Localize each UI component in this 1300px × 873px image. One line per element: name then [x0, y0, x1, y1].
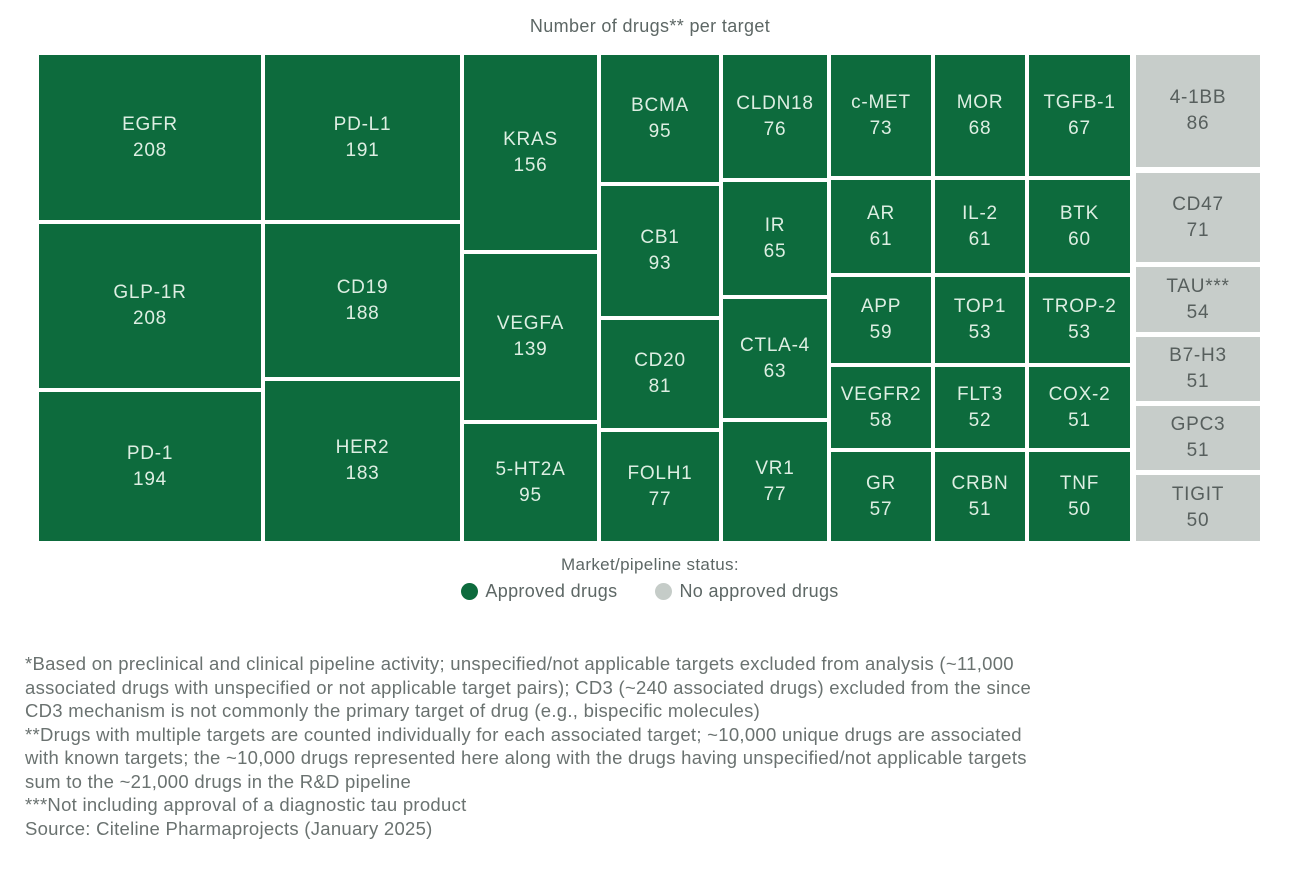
cell-target-label: CD19	[336, 276, 389, 298]
cell-target-label: CRBN	[951, 472, 1009, 494]
cell-target-label: GPC3	[1170, 414, 1226, 435]
treemap-cell-b7h3	[1136, 337, 1260, 401]
treemap-cell-41bb	[1136, 55, 1260, 167]
cell-value: 54	[1186, 301, 1210, 323]
cell-value: 53	[1068, 322, 1091, 343]
treemap-cell-app	[831, 277, 931, 363]
treemap-cell-vr1	[723, 422, 827, 541]
cell-target-label: COX-2	[1048, 383, 1111, 405]
cell-value: 59	[869, 322, 893, 343]
cell-target-label: PD-L1	[333, 113, 392, 135]
treemap-cell-vegfa	[464, 254, 597, 420]
cell-value: 68	[968, 117, 992, 139]
cell-target-label: GLP-1R	[113, 282, 187, 303]
footnote-line: sum to the ~21,000 drugs in the R&D pipeline	[25, 770, 412, 792]
cell-target-label: EGFR	[122, 113, 178, 135]
cell-value: 53	[968, 322, 992, 343]
cell-target-label: CTLA-4	[739, 334, 811, 356]
treemap-cell-cd20	[601, 320, 719, 428]
cell-value: 52	[968, 409, 992, 431]
treemap-cell-tau	[1136, 267, 1260, 332]
cell-value: 58	[869, 409, 893, 431]
treemap-cell-5ht2a	[464, 424, 597, 541]
treemap-cell-ctla4	[723, 299, 827, 418]
treemap-cell-tgfb1	[1029, 55, 1130, 176]
cell-value: 95	[648, 120, 672, 142]
cell-value: 76	[763, 118, 787, 140]
treemap-cell-pdl1	[265, 55, 460, 220]
treemap-cell-top1	[935, 277, 1025, 363]
treemap-cell-ir	[723, 182, 827, 295]
cell-target-label: FOLH1	[627, 462, 693, 484]
cell-target-label: KRAS	[503, 128, 558, 150]
treemap-cell-egfr	[39, 55, 261, 220]
cell-value: 51	[1186, 371, 1210, 392]
cell-value: 77	[648, 488, 672, 510]
cell-target-label: GR	[865, 472, 897, 494]
cell-target-label: TROP-2	[1042, 296, 1117, 317]
cell-target-label: TNF	[1059, 472, 1100, 494]
no-approved-drugs-dot-icon	[655, 583, 672, 600]
treemap-cell-cldn18	[723, 55, 827, 178]
treemap-cell-mor	[935, 55, 1025, 176]
approved-drugs-dot-icon	[461, 583, 478, 600]
treemap-cell-bcma	[601, 55, 719, 182]
treemap-cell-gpc3	[1136, 406, 1260, 470]
cell-target-label: TOP1	[953, 296, 1007, 317]
footnote-line: CD3 mechanism is not commonly the primary target of drug (e.g., bispecific molecules)	[25, 700, 761, 721]
cell-value: 191	[345, 139, 380, 161]
footnote-line: ***Not including approval of a diagnostic tau product	[25, 794, 467, 815]
cell-target-label: VEGFR2	[840, 383, 922, 405]
cell-value: 208	[133, 308, 167, 329]
cell-target-label: HER2	[335, 437, 390, 458]
cell-target-label: APP	[860, 296, 902, 317]
cell-value: 60	[1068, 228, 1091, 250]
footnote-line: associated drugs with unspecified or not applicable target pairs); CD3 (~240 associated drugs) excluded from the since	[25, 676, 1032, 698]
treemap-cell-flt3	[935, 367, 1025, 448]
treemap-cell-cmet	[831, 55, 931, 176]
treemap-chart	[39, 55, 1260, 541]
cell-value: 51	[1068, 409, 1091, 431]
cell-value: 73	[869, 117, 893, 139]
cell-target-label: B7-H3	[1169, 345, 1227, 366]
treemap-cell-cd47	[1136, 173, 1260, 262]
cell-target-label: AR	[867, 202, 895, 224]
cell-target-label: TIGIT	[1171, 484, 1225, 505]
treemap-cell-btk	[1029, 180, 1130, 273]
cell-value: 86	[1186, 113, 1210, 134]
cell-value: 50	[1068, 498, 1091, 520]
treemap-cell-pd1	[39, 392, 261, 541]
treemap-cell-il2	[935, 180, 1025, 273]
cell-value: 51	[968, 498, 992, 520]
treemap-cell-cb1	[601, 186, 719, 316]
cell-target-label: TAU***	[1166, 275, 1230, 297]
cell-value: 50	[1186, 510, 1210, 531]
treemap-cell-kras	[464, 55, 597, 250]
treemap-cell-cd19	[265, 224, 460, 377]
cell-target-label: PD-1	[126, 442, 174, 464]
cell-target-label: CD47	[1172, 193, 1224, 215]
cell-target-label: IL-2	[962, 202, 998, 224]
cell-value: 188	[345, 302, 380, 324]
cell-value: 65	[763, 240, 787, 262]
footnotes	[25, 652, 1275, 840]
cell-target-label: TGFB-1	[1043, 91, 1116, 113]
cell-value: 67	[1068, 117, 1091, 139]
legend-label-approved: Approved drugs	[485, 581, 618, 601]
legend-item-approved	[461, 581, 617, 602]
treemap-cell-crbn	[935, 452, 1025, 541]
cell-value: 95	[519, 484, 542, 506]
cell-target-label: BTK	[1059, 202, 1100, 224]
cell-value: 139	[513, 339, 548, 360]
legend	[0, 581, 1300, 602]
cell-value: 71	[1186, 219, 1210, 241]
cell-value: 51	[1186, 440, 1210, 461]
cell-value: 81	[648, 376, 672, 397]
treemap-cell-tnf	[1029, 452, 1130, 541]
treemap-cell-vegfr2	[831, 367, 931, 448]
cell-target-label: MOR	[956, 91, 1004, 113]
cell-target-label: CB1	[640, 227, 680, 248]
cell-target-label: IR	[764, 214, 786, 236]
footnote-line: *Based on preclinical and clinical pipeline activity; unspecified/not applicable targets excluded from analysis (~11,000	[25, 653, 1014, 674]
footnote-line: Source: Citeline Pharmaprojects (January 2025)	[25, 817, 433, 839]
footnote-line: **Drugs with multiple targets are counted individually for each associated target; ~10,000 unique drugs are associated	[25, 723, 1022, 745]
legend-title: Market/pipeline status:	[561, 555, 739, 574]
treemap-cell-gr	[831, 452, 931, 541]
cell-target-label: BCMA	[631, 94, 689, 116]
chart-title: Number of drugs** per target	[529, 16, 771, 36]
cell-value: 77	[763, 483, 787, 505]
cell-target-label: VR1	[755, 457, 795, 479]
cell-value: 156	[513, 154, 548, 176]
footnote-line: with known targets; the ~10,000 drugs represented here along with the drugs having unspecified/not applicable targets	[25, 747, 1027, 768]
legend-label-no-approved: No approved drugs	[679, 581, 839, 601]
cell-target-label: 5-HT2A	[495, 458, 566, 480]
treemap-cell-ar	[831, 180, 931, 273]
treemap-cell-glp1r	[39, 224, 261, 388]
treemap-cell-folh1	[601, 432, 719, 541]
cell-target-label: CD20	[634, 350, 686, 371]
cell-value: 183	[345, 463, 380, 484]
cell-value: 194	[133, 468, 167, 490]
cell-target-label: 4-1BB	[1169, 87, 1227, 108]
cell-target-label: CLDN18	[736, 92, 814, 114]
cell-target-label: c-MET	[851, 91, 911, 113]
treemap-cell-her2	[265, 381, 460, 541]
treemap-cell-tigit	[1136, 475, 1260, 541]
cell-target-label: VEGFA	[496, 313, 565, 334]
cell-value: 93	[648, 253, 672, 274]
treemap-cell-cox2	[1029, 367, 1130, 448]
cell-value: 61	[869, 228, 893, 250]
cell-value: 208	[133, 139, 167, 161]
cell-value: 61	[968, 228, 992, 250]
legend-item-no-approved	[655, 581, 838, 602]
cell-target-label: FLT3	[957, 383, 1003, 405]
cell-value: 63	[763, 360, 787, 382]
treemap-cell-trop2	[1029, 277, 1130, 363]
cell-value: 57	[869, 498, 893, 520]
